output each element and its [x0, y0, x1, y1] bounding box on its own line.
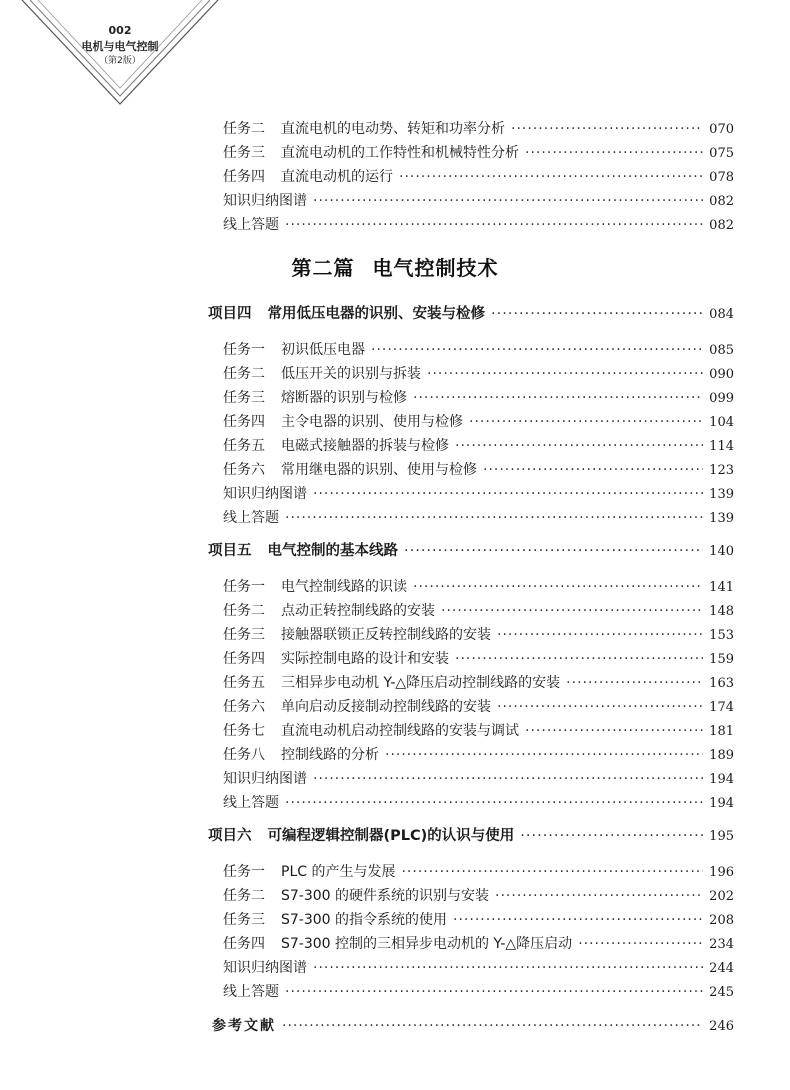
toc-page-number: 104: [709, 415, 734, 430]
toc-title: 单向启动反接制动控制线路的安装: [281, 699, 491, 715]
toc-entry[interactable]: [223, 861, 734, 883]
toc-label: 任务三: [223, 390, 265, 406]
toc-label: 任务七: [223, 723, 265, 739]
toc-label: 任务三: [223, 912, 265, 928]
toc-label: 线上答题: [223, 217, 279, 233]
toc-title: 低压开关的识别与拆装: [281, 366, 421, 382]
toc-page-number: 202: [709, 889, 734, 904]
toc-page-number: 082: [709, 218, 734, 233]
dot-leader: [313, 483, 703, 505]
toc-entry[interactable]: [223, 957, 734, 979]
toc-label: 任务四: [223, 936, 265, 952]
toc-title: 点动正转控制线路的安装: [281, 603, 435, 619]
toc-page-number: 174: [709, 700, 734, 715]
toc-page-number: 153: [709, 628, 734, 643]
dot-leader: [566, 672, 703, 694]
toc-entry[interactable]: [223, 411, 734, 433]
toc-label: 任务五: [223, 438, 265, 454]
dot-leader: [285, 981, 703, 1003]
toc-entry[interactable]: [223, 648, 734, 670]
dot-leader: [483, 459, 703, 481]
toc-label: 任务一: [223, 864, 265, 880]
toc-page-number: 244: [709, 961, 734, 976]
toc-page-number: 163: [709, 676, 734, 691]
toc-title: 电气控制线路的识读: [281, 579, 407, 595]
toc-entry[interactable]: [223, 909, 734, 931]
toc-project-entry[interactable]: [208, 825, 734, 847]
toc-label: 任务三: [223, 145, 265, 161]
toc-title: S7-300 控制的三相异步电动机的 Y-△降压启动: [281, 936, 573, 952]
toc-title: 主令电器的识别、使用与检修: [281, 414, 463, 430]
dot-leader: [313, 957, 703, 979]
toc-entry[interactable]: [223, 624, 734, 646]
toc-title: 控制线路的分析: [281, 747, 379, 763]
toc-references-entry[interactable]: [212, 1015, 734, 1037]
toc-page-number: 196: [709, 865, 734, 880]
toc-label: 任务二: [223, 121, 265, 137]
toc-title: 初识低压电器: [281, 342, 365, 358]
dot-leader: [525, 720, 703, 742]
toc-label: 参考文献: [212, 1018, 276, 1034]
toc-page-number: 194: [709, 772, 734, 787]
toc-page-number: 208: [709, 913, 734, 928]
dot-leader: [282, 1015, 703, 1037]
toc-title: 可编程逻辑控制器(PLC)的认识与使用: [267, 828, 515, 844]
toc-label: 任务一: [223, 579, 265, 595]
toc-title: 电磁式接触器的拆装与检修: [281, 438, 449, 454]
toc-entry[interactable]: [223, 363, 734, 385]
toc-entry[interactable]: [223, 576, 734, 598]
toc-entry[interactable]: [223, 933, 734, 955]
toc-entry[interactable]: [223, 885, 734, 907]
dot-leader: [455, 435, 703, 457]
toc-page-number: 114: [709, 439, 734, 454]
dot-leader: [404, 540, 703, 562]
dot-leader: [285, 507, 703, 529]
toc-label: 线上答题: [223, 510, 279, 526]
toc-entry[interactable]: [223, 720, 734, 742]
dot-leader: [578, 933, 703, 955]
toc-label: 任务六: [223, 462, 265, 478]
dot-leader: [313, 768, 703, 790]
toc-entry[interactable]: [223, 483, 734, 505]
part-title: 电气控制技术: [372, 256, 499, 280]
toc-entry[interactable]: [223, 118, 734, 140]
toc-label: 任务三: [223, 627, 265, 643]
dot-leader: [511, 118, 703, 140]
toc-page-number: 159: [709, 652, 734, 667]
toc-label: 任务一: [223, 342, 265, 358]
toc-entry[interactable]: [223, 339, 734, 361]
dot-leader: [469, 411, 703, 433]
toc-entry[interactable]: [223, 190, 734, 212]
toc-page-number: 181: [709, 724, 734, 739]
toc-label: 任务五: [223, 675, 265, 691]
toc-label: 知识归纳图谱: [223, 771, 307, 787]
toc-title: S7-300 的指令系统的使用: [281, 912, 448, 928]
toc-page-number: 075: [709, 146, 734, 161]
toc-title: 常用低压电器的识别、安装与检修: [267, 306, 485, 322]
dot-leader: [285, 214, 703, 236]
toc-page-number: 245: [709, 985, 734, 1000]
toc-label: 任务四: [223, 414, 265, 430]
toc-page-number: 194: [709, 796, 734, 811]
dot-leader: [520, 825, 703, 847]
toc-project-entry[interactable]: [208, 540, 734, 562]
toc-entry[interactable]: [223, 981, 734, 1003]
toc-label: 任务四: [223, 651, 265, 667]
toc-label: 项目五: [208, 543, 252, 559]
toc-title: 直流电机的电动势、转矩和功率分析: [281, 121, 505, 137]
dot-leader: [495, 885, 703, 907]
toc-entry[interactable]: [223, 459, 734, 481]
dot-leader: [313, 190, 703, 212]
toc-label: 知识归纳图谱: [223, 960, 307, 976]
toc-entry[interactable]: [223, 387, 734, 409]
toc-entry[interactable]: [223, 507, 734, 529]
toc-title: 直流电动机的运行: [281, 169, 393, 185]
toc-page-number: 246: [709, 1019, 734, 1034]
toc-entry[interactable]: [223, 214, 734, 236]
toc-entry[interactable]: [223, 768, 734, 790]
dot-leader: [525, 142, 703, 164]
book-title: 电机与电气控制: [81, 40, 159, 53]
toc-page-number: 234: [709, 937, 734, 952]
dot-leader: [413, 387, 703, 409]
dot-leader: [497, 624, 703, 646]
dot-leader: [455, 648, 703, 670]
part-label: 第二篇: [291, 256, 355, 280]
toc-label: 项目六: [208, 828, 252, 844]
toc-label: 任务二: [223, 888, 265, 904]
toc-title: 常用继电器的识别、使用与检修: [281, 462, 477, 478]
toc-page-number: 099: [709, 391, 734, 406]
toc-project-entry[interactable]: [208, 303, 734, 325]
toc-title: 电气控制的基本线路: [267, 543, 398, 559]
toc-label: 线上答题: [223, 795, 279, 811]
dot-leader: [285, 792, 703, 814]
toc-entry[interactable]: [223, 696, 734, 718]
page-number: 002: [108, 24, 132, 37]
toc-page-number: 123: [709, 463, 734, 478]
toc-label: 项目四: [208, 306, 252, 322]
toc-label: 知识归纳图谱: [223, 193, 307, 209]
dot-leader: [491, 303, 703, 325]
toc-entry[interactable]: [223, 672, 734, 694]
toc-page-number: 141: [709, 580, 734, 595]
toc-entry[interactable]: [223, 792, 734, 814]
dot-leader: [427, 363, 703, 385]
toc-page-number: 084: [709, 307, 734, 322]
toc-page-number: 140: [709, 544, 734, 559]
toc-page-number: 090: [709, 367, 734, 382]
toc-label: 任务二: [223, 366, 265, 382]
toc-entry[interactable]: [223, 435, 734, 457]
dot-leader: [371, 339, 703, 361]
toc-page-number: 139: [709, 511, 734, 526]
toc-entry[interactable]: [223, 600, 734, 622]
dot-leader: [453, 909, 703, 931]
toc-page-number: 085: [709, 343, 734, 358]
toc-page-number: 070: [709, 122, 734, 137]
toc-title: S7-300 的硬件系统的识别与安装: [281, 888, 490, 904]
toc-title: 熔断器的识别与检修: [281, 390, 407, 406]
toc-page-number: 195: [709, 829, 734, 844]
toc-label: 任务二: [223, 603, 265, 619]
toc-label: 线上答题: [223, 984, 279, 1000]
toc-entry[interactable]: [223, 142, 734, 164]
toc-page-number: 189: [709, 748, 734, 763]
toc-title: 三相异步电动机 Y-△降压启动控制线路的安装: [281, 675, 561, 691]
toc-title: PLC 的产生与发展: [281, 864, 396, 880]
dot-leader: [401, 861, 703, 883]
toc-entry[interactable]: [223, 744, 734, 766]
dot-leader: [413, 576, 703, 598]
dot-leader: [497, 696, 703, 718]
toc-label: 知识归纳图谱: [223, 486, 307, 502]
toc-label: 任务六: [223, 699, 265, 715]
dot-leader: [399, 166, 703, 188]
dot-leader: [441, 600, 703, 622]
toc-page-number: 148: [709, 604, 734, 619]
dot-leader: [385, 744, 703, 766]
toc-title: 直流电动机启动控制线路的安装与调试: [281, 723, 519, 739]
toc-title: 直流电动机的工作特性和机械特性分析: [281, 145, 519, 161]
toc-title: 实际控制电路的设计和安装: [281, 651, 449, 667]
book-edition: （第2版）: [99, 56, 141, 66]
toc-page-number: 139: [709, 487, 734, 502]
toc-page-number: 078: [709, 170, 734, 185]
toc-label: 任务八: [223, 747, 265, 763]
toc-page-number: 082: [709, 194, 734, 209]
toc-title: 接触器联锁正反转控制线路的安装: [281, 627, 491, 643]
toc-label: 任务四: [223, 169, 265, 185]
toc-entry[interactable]: [223, 166, 734, 188]
